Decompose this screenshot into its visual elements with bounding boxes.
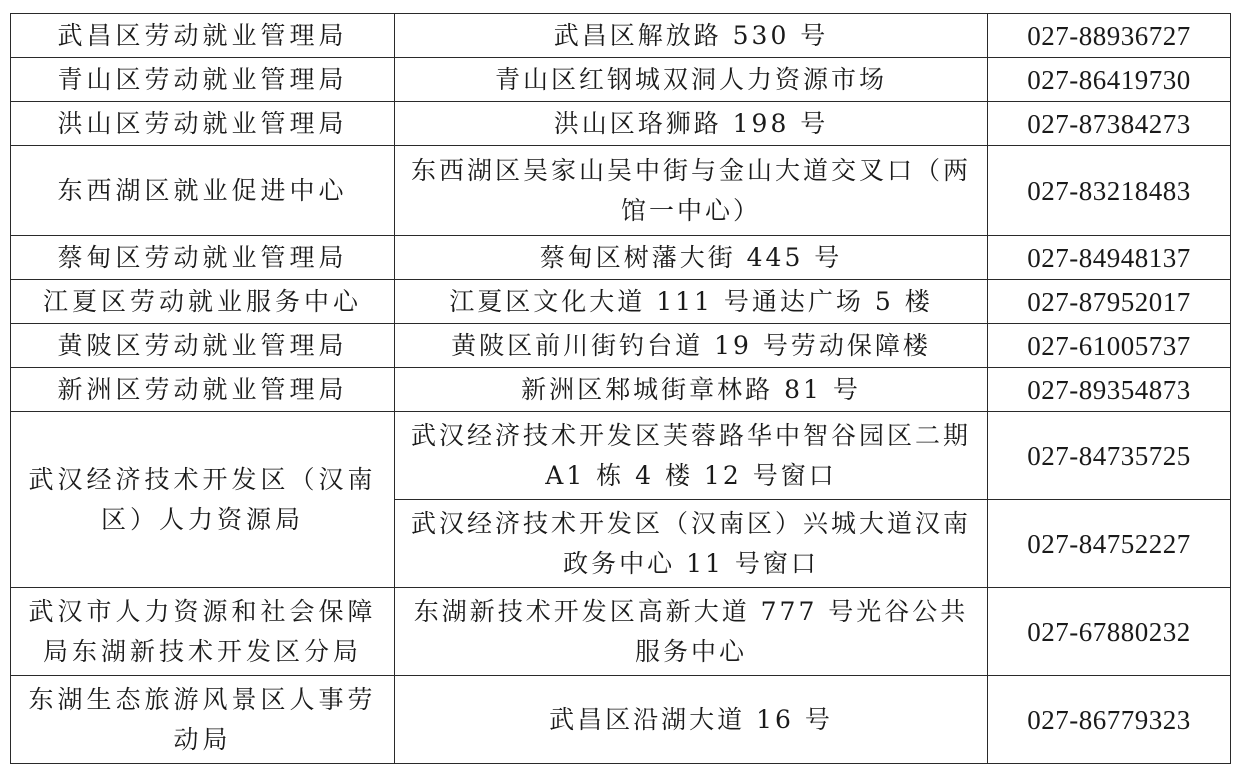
- org-cell: 新洲区劳动就业管理局: [11, 368, 395, 412]
- address-cell: 武汉经济技术开发区芙蓉路华中智谷园区二期 A1 栋 4 楼 12 号窗口: [395, 412, 988, 500]
- phone-cell: 027-88936727: [988, 14, 1231, 58]
- address-cell: 武汉经济技术开发区（汉南区）兴城大道汉南政务中心 11 号窗口: [395, 500, 988, 588]
- table-row: [11, 14, 1231, 58]
- table-row: [11, 324, 1231, 368]
- table-row: [11, 146, 1231, 236]
- phone-cell: 027-67880232: [988, 588, 1231, 676]
- phone-cell: 027-86419730: [988, 58, 1231, 102]
- phone-cell: 027-61005737: [988, 324, 1231, 368]
- table-row: [11, 102, 1231, 146]
- org-cell: 东西湖区就业促进中心: [11, 146, 395, 236]
- table-row: [11, 588, 1231, 676]
- address-cell: 蔡甸区树藩大街 445 号: [395, 236, 988, 280]
- phone-cell: 027-84752227: [988, 500, 1231, 588]
- address-cell: 东西湖区吴家山吴中街与金山大道交叉口（两馆一中心）: [395, 146, 988, 236]
- org-cell: 江夏区劳动就业服务中心: [11, 280, 395, 324]
- phone-cell: 027-87952017: [988, 280, 1231, 324]
- org-cell: 武昌区劳动就业管理局: [11, 14, 395, 58]
- org-cell: 东湖生态旅游风景区人事劳动局: [11, 676, 395, 764]
- phone-cell: 027-84948137: [988, 236, 1231, 280]
- phone-cell: 027-84735725: [988, 412, 1231, 500]
- table-row: [11, 368, 1231, 412]
- org-cell: 武汉经济技术开发区（汉南区）人力资源局: [11, 412, 395, 588]
- address-cell: 江夏区文化大道 111 号通达广场 5 楼: [395, 280, 988, 324]
- address-cell: 东湖新技术开发区高新大道 777 号光谷公共服务中心: [395, 588, 988, 676]
- table-row: [11, 412, 1231, 500]
- org-cell: 洪山区劳动就业管理局: [11, 102, 395, 146]
- table-row: [11, 280, 1231, 324]
- table-row: [11, 676, 1231, 764]
- address-cell: 黄陂区前川街钓台道 19 号劳动保障楼: [395, 324, 988, 368]
- address-cell: 青山区红钢城双洞人力资源市场: [395, 58, 988, 102]
- contact-table: [10, 13, 1231, 764]
- table-row: [11, 58, 1231, 102]
- org-cell: 黄陂区劳动就业管理局: [11, 324, 395, 368]
- address-cell: 武昌区解放路 530 号: [395, 14, 988, 58]
- address-cell: 新洲区邾城街章林路 81 号: [395, 368, 988, 412]
- table-row: [11, 236, 1231, 280]
- address-cell: 洪山区珞狮路 198 号: [395, 102, 988, 146]
- phone-cell: 027-87384273: [988, 102, 1231, 146]
- org-cell: 蔡甸区劳动就业管理局: [11, 236, 395, 280]
- phone-cell: 027-89354873: [988, 368, 1231, 412]
- address-cell: 武昌区沿湖大道 16 号: [395, 676, 988, 764]
- org-cell: 武汉市人力资源和社会保障局东湖新技术开发区分局: [11, 588, 395, 676]
- phone-cell: 027-86779323: [988, 676, 1231, 764]
- phone-cell: 027-83218483: [988, 146, 1231, 236]
- org-cell: 青山区劳动就业管理局: [11, 58, 395, 102]
